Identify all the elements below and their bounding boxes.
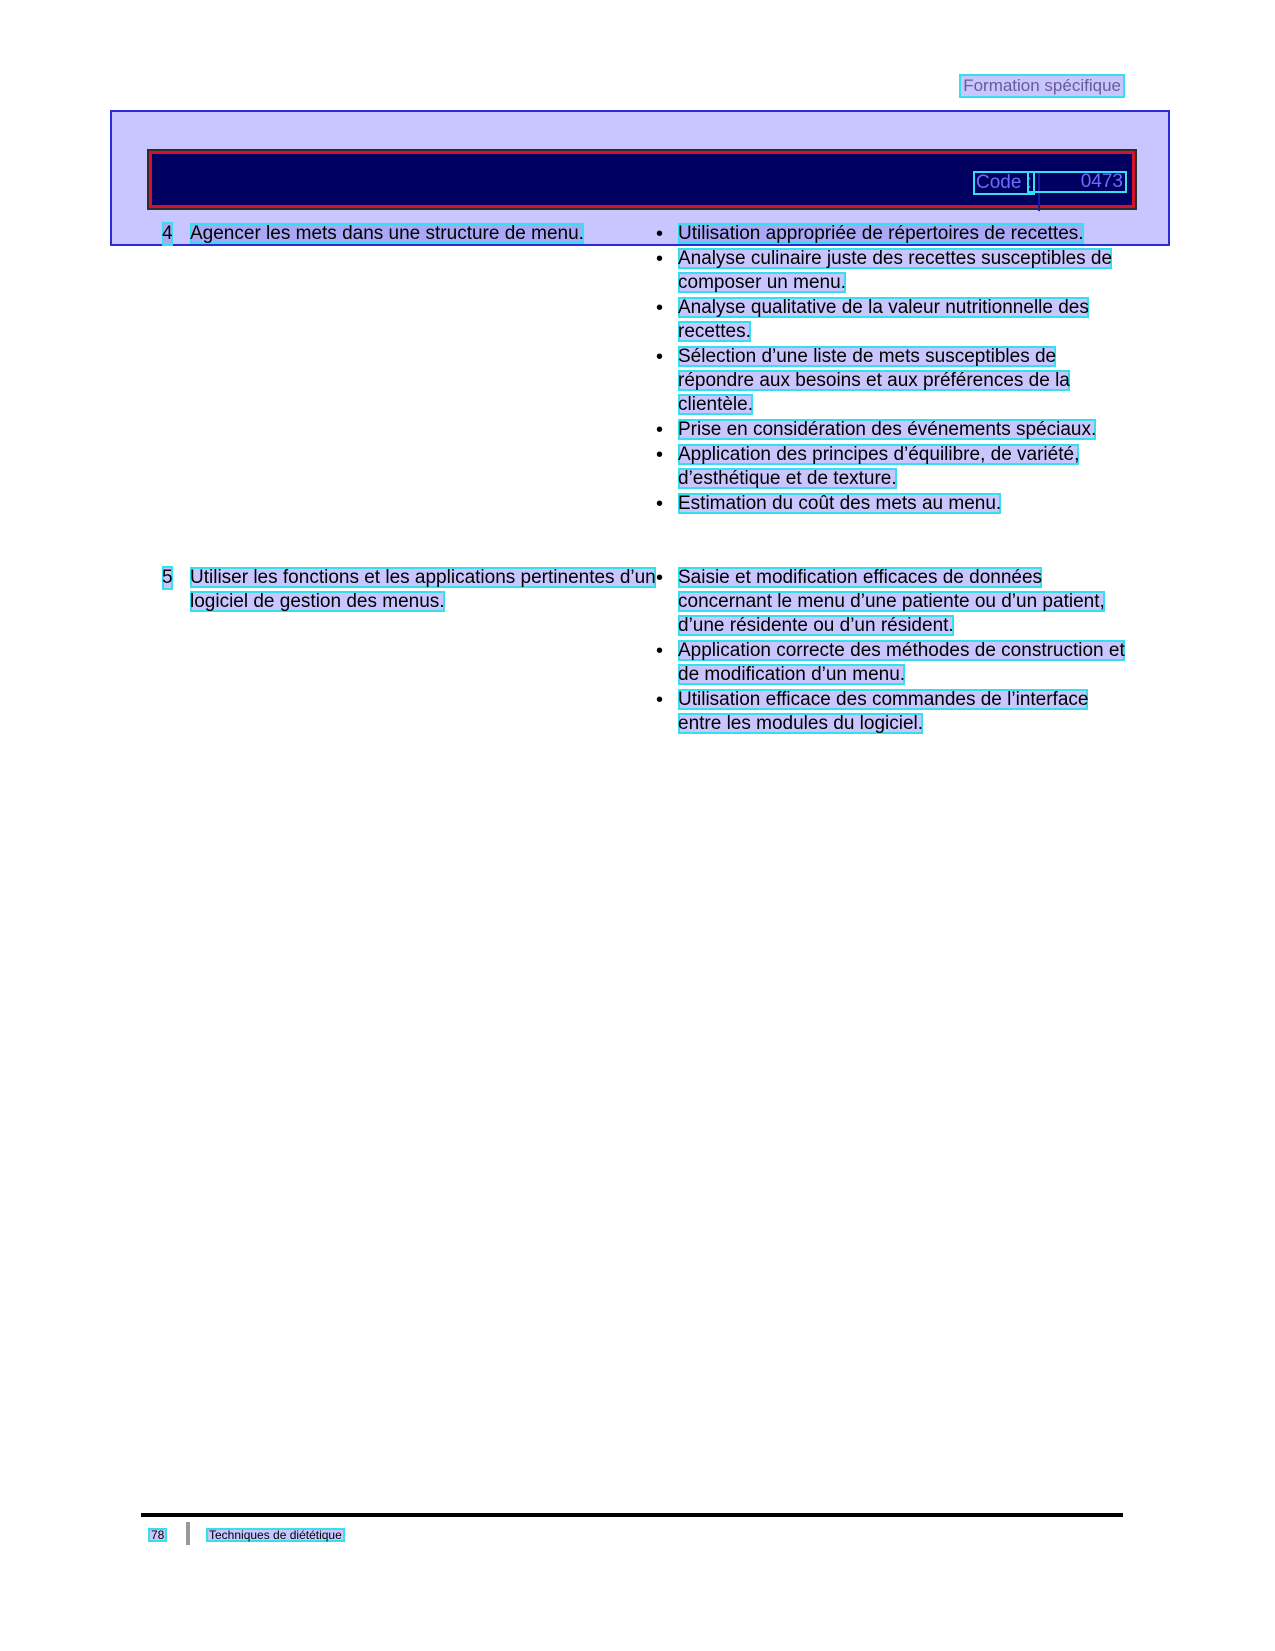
- list-item: • Prise en considération des événements spéciaux.: [656, 418, 1126, 442]
- list-item: • Utilisation appropriée de répertoires de recettes.: [656, 222, 1126, 246]
- criteria-list-4: [656, 222, 1126, 517]
- competency-number: 5: [162, 567, 173, 588]
- competency-statement: Agencer les mets dans une structure de menu.: [190, 223, 584, 244]
- list-item: • Analyse culinaire juste des recettes susceptibles de composer un menu.: [656, 247, 1126, 295]
- code-value: 0473: [1027, 171, 1127, 193]
- list-item: • Estimation du coût des mets au menu.: [656, 492, 1126, 516]
- list-item: • Saisie et modification efficaces de données concernant le menu d’une patiente ou d’un patient, d’une résidente ou d’un résident.: [656, 566, 1126, 638]
- competency-number: 4: [162, 223, 173, 244]
- criteria-list-5: [656, 566, 1126, 737]
- list-item: • Application des principes d’équilibre, de variété, d’esthétique et de texture.: [656, 443, 1126, 491]
- competency-statement: Utiliser les fonctions et les applications pertinentes d’un logiciel de gestion des menus.: [190, 567, 656, 612]
- footer-separator: [186, 1522, 190, 1545]
- list-item: • Utilisation efficace des commandes de l’interface entre les modules du logiciel.: [656, 688, 1126, 736]
- section-title: Formation spécifique: [959, 74, 1125, 98]
- page-number: 78: [148, 1528, 167, 1542]
- code-label: Code :: [973, 171, 1035, 195]
- list-item: • Sélection d’une liste de mets susceptibles de répondre aux besoins et aux préférences de la clientèle.: [656, 345, 1126, 417]
- footer-rule: [141, 1513, 1123, 1517]
- list-item: • Analyse qualitative de la valeur nutritionnelle des recettes.: [656, 296, 1126, 344]
- document-title: Techniques de diététique: [206, 1528, 345, 1542]
- list-item: • Application correcte des méthodes de construction et de modification d’un menu.: [656, 639, 1126, 687]
